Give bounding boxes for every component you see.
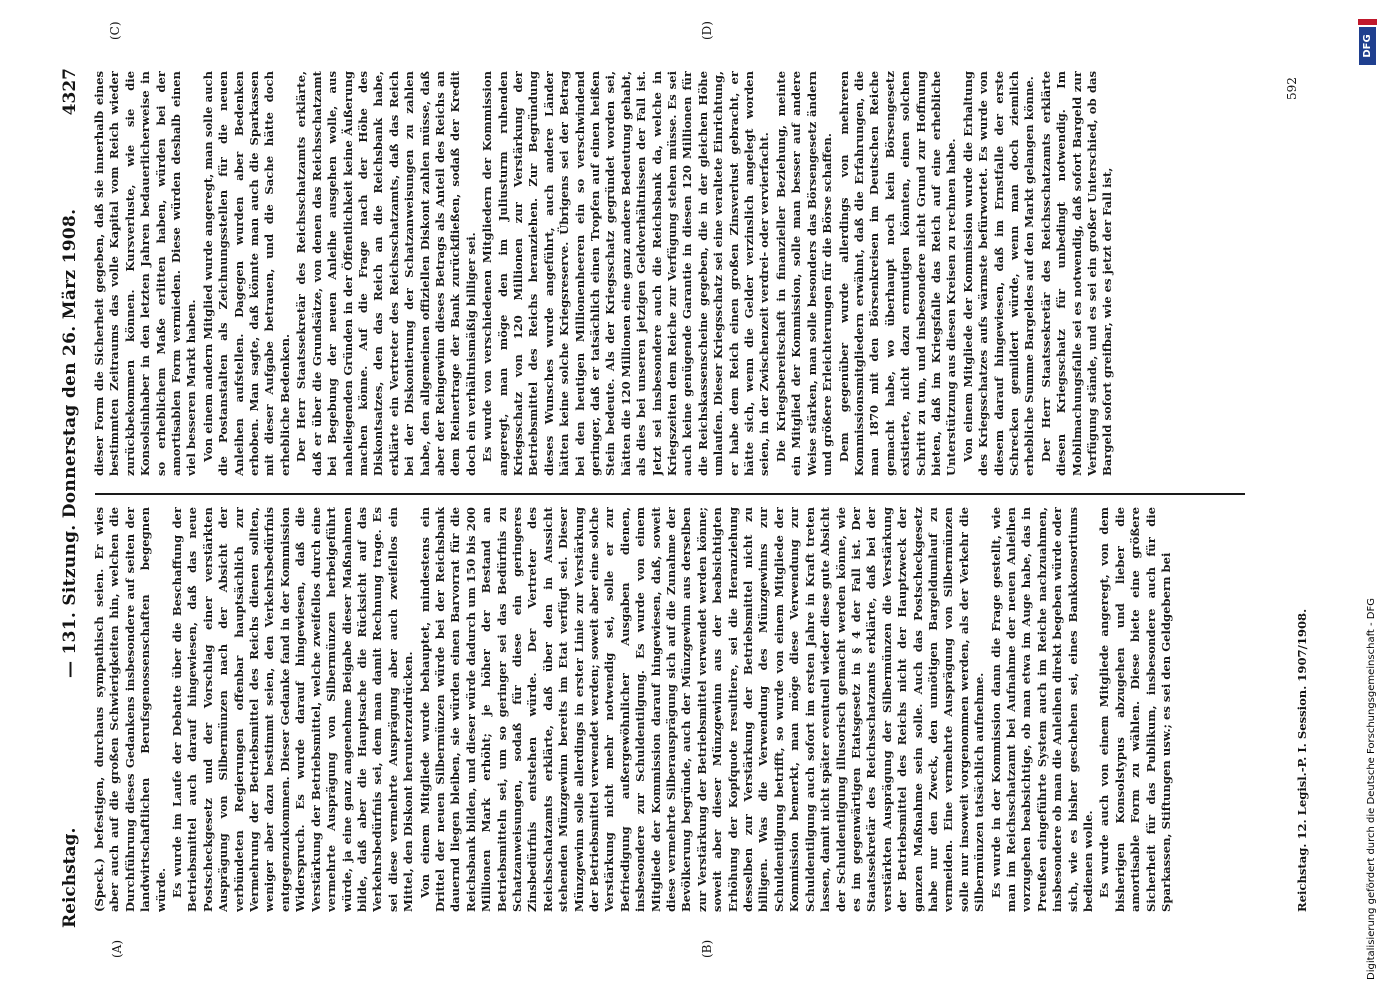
paragraph: dieser Form die Sicherheit gegeben, daß sie innerhalb eines bestimmten Zeitraums das volle Kapital vom Reich wieder zurückbekommen können. Kursverluste, wie sie die Konsolsinhaber in den letzten Jahren bedauerlicherweise in so erheblichem Maße erlitten haben, würden bei der amortisablen Form vermieden. Diese würden deshalb einen viel besseren Markt haben. bbox=[92, 71, 199, 476]
paragraph: Es wurde im Laufe der Debatte über die Beschaffung der Betriebsmittel auch darauf hingewiesen, daß das neue Postscheckgesetz und der Vorschlag einer verstärkten Ausprägung von Silbermünzen nach der Absicht der verbündeten Regierungen offenbar hauptsächlich zur Vermehrung der Betriebsmittel des Reichs dienen sollten, weniger aber dazu bestimmt seien, den Verkehrsbedürfnis entgegenzukommen. Dieser Gedanke fand in der Kommission Widerspruch. Es wurde darauf hingewiesen, daß die Verstärkung der Betriebsmittel, welche zweifellos durch eine vermehrte Ausprägung von Silbermünzen herbeigeführt würde, ja eine ganz angenehme Beigabe dieser Maßnahmen bilde, daß aber die Hauptsache die Rücksicht auf das Verkehrsbedürfnis sei, dem man damit Rechnung trage. Es sei diese vermehrte Ausprägung aber auch zweifellos ein Mittel, den Diskont herunterzudrücken. bbox=[170, 507, 416, 912]
header-center: — 131. Sitzung. Donnerstag den 26. März 1908. bbox=[60, 208, 80, 678]
dfg-logo-mark bbox=[1358, 19, 1377, 25]
paragraph: Es wurde von verschiedenen Mitgliedern der Kommission angeregt, man möge den im Juliusturm ruhenden Kriegsschatz von 120 Millionen zur Verstärkung der Betriebsmittel des Reichs heranziehen. Zur Begründung dieses Wunsches wurde angeführt, auch andere Länder hätten keine solche Kriegsreserve. Übrigens sei der Betrag bei den heutigen Millionenheeren ein so verschwindend geringer, daß er tatsächlich einen Tropfen auf einen heißen Stein bedeute. Als der Kriegsschatz gegründet worden sei, hätten die 120 Millionen eine ganz andere Bedeutung gehabt, als dies bei unseren jetzigen Geldverhältnissen der Fall ist. Jetzt sei insbesondere auch die Reichsbank da, welche in Kriegszeiten dem Reiche zur Verfügung stehen müsse. Es sei auch keine genügende Garantie in diesen 120 Millionen für die Reichskassenscheine gegeben, die in der gleichen Höhe umlaufen. Dieser Kriegsschatz sei eine veraltete Einrichtung, er habe dem Reich einen großen Zinsverlust gebracht, er hätte sich, wenn die Gelder verzinslich angelegt worden seien, in der Zwischenzeit verdrei- oder vervierfacht. bbox=[480, 71, 772, 476]
paragraph: Der Herr Staatssekretär des Reichsschatzamts erklärte, daß er über die Grundsätze, von denen das Reichsschatzamt bei Begebung der neuen Anleihe ausgehen wolle, aus naheliegenden Gründen in der Öffentlichkeit keine Äußerung machen könne. Auf die Frage nach der Höhe des Diskontsatzes, den das Reich an die Reichsbank habe, erklärte ein Vertreter des Reichsschatzamts, daß das Reich bei der Diskontierung der Schatzanweisungen zu zahlen habe, den allgemeinen offiziellen Diskont zahlen müsse, daß aber der Reingewinn dieses Betrags als Anteil des Reichs an dem Reinertrage der Bank zurückfließen, sodaß der Kredit doch ein verhältnismäßig billiger sei. bbox=[294, 71, 478, 476]
paragraph: Dem gegenüber wurde allerdings von mehreren Kommissionsmitgliedern erwähnt, daß die Erfahrungen, die man 1870 mit den Börsenkreisen im Deutschen Reiche gemacht habe, wo überhaupt noch kein Börsengesetz existierte, nicht dazu ermutigen könnten, einen solchen Schritt zu tun, und insbesondere nicht Grund zur Hoffnung bieten, daß im Kriegsfalle das Reich auf eine erhebliche Unterstützung aus diesen Kreisen zu rechnen habe. bbox=[836, 71, 959, 476]
header-left: Reichstag. bbox=[60, 827, 80, 928]
page-header bbox=[60, 68, 86, 928]
right-column bbox=[92, 71, 1232, 476]
margin-marker-a: (A) bbox=[110, 939, 124, 958]
paragraph: (Speck.) befestigen, durchaus sympathisch seien. Er wies aber auch auf die großen Schwierigkeiten hin, welchen die Durchführung dieses Gedankens insbesondere auf seiten der landwirtschaftlichen Berufsgenossenschaften begegnen würde. bbox=[92, 507, 168, 912]
footer-sheet-number: 592 bbox=[1285, 77, 1299, 100]
left-column bbox=[92, 507, 1262, 912]
column-divider bbox=[95, 493, 1245, 495]
dfg-logo: DFG bbox=[1359, 27, 1376, 65]
paragraph: Der Herr Staatssekretär des Reichsschatzamts erklärte diesen Kriegsschatz für unbedingt notwendig. Im Mobilmachungsfalle sei es notwendig, daß sofort Bargeld zur Verfügung stände, und es sei ein großer Unterschied, ob das Bargeld sofort greifbar, wie es jetzt der Fall ist, bbox=[1038, 71, 1115, 476]
paragraph: Von einem Mitgliede wurde behauptet, mindestens ein Drittel der neuen Silbermünzen würde bei der Reichsbank dauernd liegen bleiben, sie würden einen Barvorrat für die Reichsbank bilden, und dieser würde dadurch um 150 bis 200 Millionen Mark erhöht; je höher der Bestand an Betriebsmitteln sei, um so geringer sei das Bedürfnis zu Schatzanweisungen, sodaß für diese ein geringeres Zinsbedürfnis entstehen würde. Der Vertreter des Reichsschatzamts erklärte, daß über den in Aussicht stehenden Münzgewinn bereits im Etat verfügt sei. Dieser Münzgewinn solle allerdings in erster Linie zur Verstärkung der Betriebsmittel verwendet werden; soweit aber eine solche Verstärkung nicht mehr notwendig sei, solle er zur Befriedigung außergewöhnlicher Ausgaben dienen, insbesondere zur Schuldentilgung. Es wurde von einem Mitgliede der Kommission darauf hingewiesen, daß, soweit diese vermehrte Silberausprägung sich auf die Zunahme der Bevölkerung begründe, auch der Münzgewinn aus derselben zur Verstärkung der Betriebsmittel verwendet werden könne; soweit aber dieser Münzgewinn aus der beabsichtigten Erhöhung der Kopfquote resultiere, sei die Heranziehung desselben zur Verstärkung der Betriebsmittel nicht zu billigen. Was die Verwendung des Münzgewinns zur Schuldentilgung betrifft, so wurde von einem Mitgliede der Kommission bemerkt, man möge diese Verwendung zur Schuldentilgung auch sofort im ersten Jahre in Kraft treten lassen, damit nicht später eventuell wieder diese gute Absicht der Schuldentilgung illusorisch gemacht werden könne, wie es im gegenwärtigen Etatsgesetz in § 4 der Fall ist. Der Staatssekretär des Reichsschatzamts erklärte, daß bei der verstärkten Ausprägung der Silbermünzen die Verstärkung der Betriebsmittel des Reichs nicht der Hauptzweck der ganzen Maßnahme sein solle. Auch das Postscheckgesetz habe nur den Zweck, den unnötigen Bargeldumlauf zu vermeiden. Eine vermehrte Ausprägung von Silbermünzen solle nur insoweit vorgenommen werden, als der Verkehr die Silbermünzen tatsächlich aufnehme. bbox=[417, 507, 987, 912]
paragraph: Es wurde auch von einem Mitgliede angeregt, von dem bisherigen Konsolstypus abzugehen und lieber die amortisable Form zu wählen. Diese biete eine größere Sicherheit für das Publikum, insbesondere auch für die Sparkassen, Stiftungen usw.; es sei den Geldgebern bei bbox=[1097, 507, 1174, 912]
footer-source: Reichstag. 12. Legisl.-P. I. Session. 1907/1908. bbox=[1295, 608, 1309, 912]
margin-marker-c: (C) bbox=[108, 21, 122, 40]
digitization-credit: Digitalisierung gefördert durch die Deutsche Forschungsgemeinschaft - DFG bbox=[1366, 597, 1377, 980]
margin-marker-b: (B) bbox=[700, 939, 714, 958]
paragraph: Die Kriegsbereitschaft in finanzieller Beziehung, meinte ein Mitglied der Kommission, solle man besser auf andere Weise stärken, man solle besonders das Börsengesetz ändern und größere Erleichterungen für die Börse schaffen. bbox=[773, 71, 835, 476]
page-number: 4327 bbox=[60, 68, 80, 116]
paragraph: Es wurde in der Kommission dann die Frage gestellt, wie man im Reichsschatzamt bei Aufnahme der neuen Anleihen vorzugehen beabsichtige, ob man etwa im Auge habe, das in Preußen eingeführte System auch im Reiche nachzuahmen, insbesondere ob man die Anleihen direkt begeben würde oder sich, wie es bisher geschehen sei, eines Bankkonsortiums bedienen wolle. bbox=[988, 507, 1095, 912]
margin-marker-d: (D) bbox=[700, 21, 714, 40]
paragraph: Von einem andern Mitglied wurde angeregt, man solle auch die Postanstalten als Zeichnungsstellen für die neuen Anleihen aufstellen. Dagegen wurden aber Bedenken erhoben. Man sagte, daß könnte man auch die Sparkassen mit dieser Aufgabe betrauen, und die Sache hätte doch erhebliche Bedenken. bbox=[200, 71, 292, 476]
paragraph: Von einem Mitgliede der Kommission wurde die Erhaltung des Kriegsschatzes aufs wärmste befürwortet. Es wurde von diesem darauf hingewiesen, daß im Ernstfalle der erste Schrecken gemildert würde, wenn man doch ziemlich erhebliche Summe Bargeldes auf den Markt gelangen könne. bbox=[960, 71, 1037, 476]
